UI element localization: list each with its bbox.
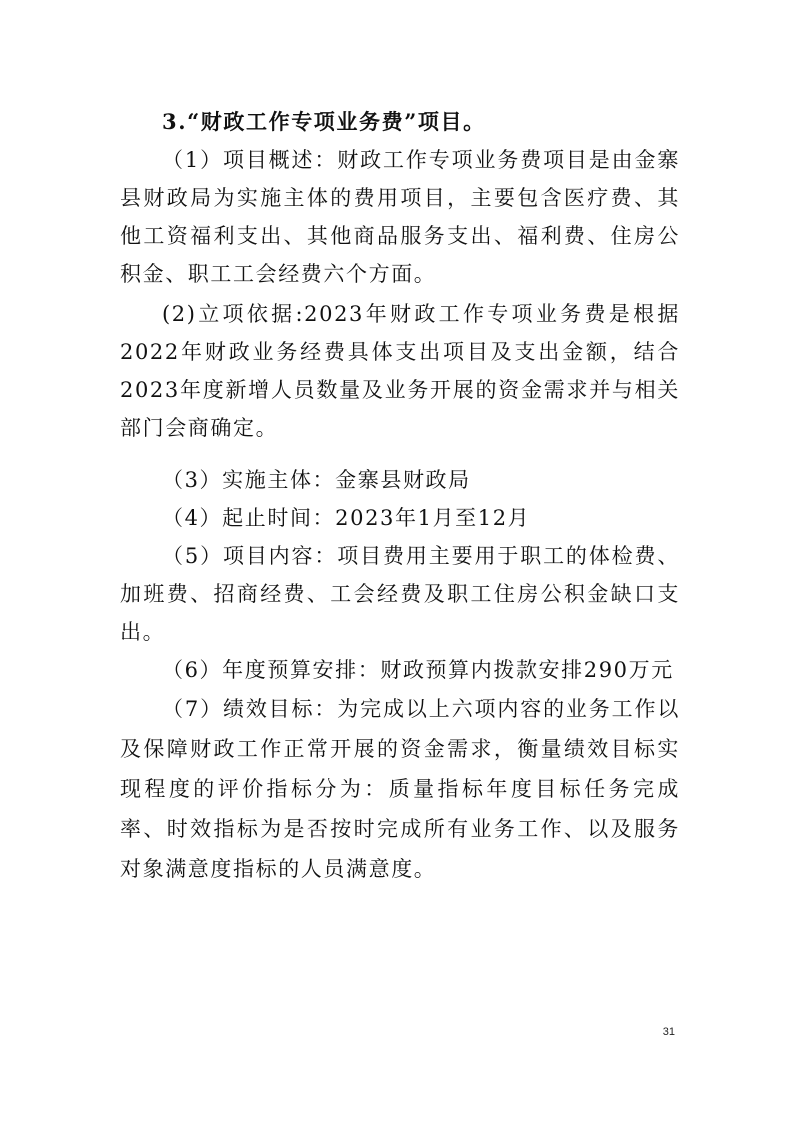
paragraph-implementing-entity: （3）实施主体：金寨县财政局 — [162, 468, 471, 492]
page-number: 31 — [662, 1026, 675, 1038]
paragraph-project-period: （4）起止时间：2023年1月至12月 — [162, 506, 531, 530]
document-body — [120, 103, 680, 889]
section-heading: 3.“财政工作专项业务费”项目。 — [162, 109, 486, 134]
paragraph-performance-target: （7）绩效目标：为完成以上六项内容的业务工作以及保障财政工作正常开展的资金需求，衡量绩效目标实现程度的评价指标分为：质量指标年度目标任务完成率、时效指标为是否按时完成所有业务工作、以及服务对象满意度指标的人员满意度。 — [120, 697, 680, 881]
paragraph-project-basis: (2)立项依据:2023年财政工作专项业务费是根据2022年财政业务经费具体支出项目及支出金额，结合2023年度新增人员数量及业务开展的资金需求并与相关部门会商确定。 — [120, 302, 680, 440]
paragraph-project-content: （5）项目内容：项目费用主要用于职工的体检费、加班费、招商经费、工会经费及职工住房公积金缺口支出。 — [120, 544, 680, 644]
paragraph-annual-budget: （6）年度预算安排：财政预算内拨款安排290万元 — [162, 658, 674, 682]
paragraph-project-overview: （1）项目概述：财政工作专项业务费项目是由金寨县财政局为实施主体的费用项目，主要包含医疗费、其他工资福利支出、其他商品服务支出、福利费、住房公积金、职工工会经费六个方面。 — [120, 148, 680, 286]
